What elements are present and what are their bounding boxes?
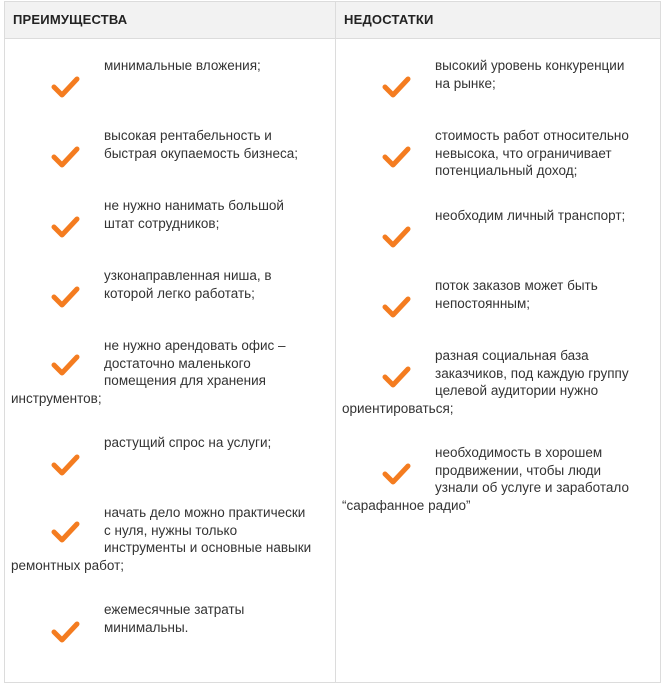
item-text-first-line: высокий уровень конкуренции xyxy=(435,58,625,73)
list-item xyxy=(336,127,661,207)
list-item xyxy=(336,444,661,524)
checkmark-icon xyxy=(381,144,411,170)
item-text-first-line: необходимость в хорошем xyxy=(435,445,603,460)
item-text-first-line: начать дело можно практически xyxy=(104,505,306,520)
item-text-last-line: ремонтных работ; xyxy=(11,557,124,573)
item-text-last-line: ориентироваться; xyxy=(342,400,454,416)
item-text-continuation: продвижении, чтобы люди узнали об услуге и заработало xyxy=(435,462,629,495)
item-text-last-line: инструментов; xyxy=(11,390,102,406)
checkmark-icon xyxy=(50,519,80,545)
list-item xyxy=(336,57,661,137)
checkmark-icon xyxy=(381,364,411,390)
checkmark-icon xyxy=(50,144,80,170)
list-item xyxy=(5,601,335,681)
item-text-last-line: “сарафанное радио” xyxy=(342,497,471,513)
comparison-table xyxy=(4,1,661,683)
item-text-continuation: на рынке; xyxy=(435,75,496,91)
list-item xyxy=(336,347,661,427)
item-text-first-line: не нужно нанимать большой xyxy=(104,198,284,213)
list-item xyxy=(5,337,335,417)
item-text-continuation: достаточно маленького помещения для хранения xyxy=(104,355,266,388)
item-text-first-line: стоимость работ относительно xyxy=(435,128,629,143)
checkmark-icon xyxy=(50,619,80,645)
item-text-first-line: узконаправленная ниша, в xyxy=(104,268,272,283)
pros-header: ПРЕИМУЩЕСТВА xyxy=(13,12,128,27)
list-item xyxy=(336,277,661,357)
item-text-first-line: минимальные вложения; xyxy=(104,58,261,73)
checkmark-icon xyxy=(381,74,411,100)
checkmark-icon xyxy=(50,214,80,240)
checkmark-icon xyxy=(381,461,411,487)
item-text-continuation: непостоянным; xyxy=(435,295,531,311)
item-text-continuation: невысока, что ограничивает потенциальный доход; xyxy=(435,145,612,178)
item-text-continuation: минимальны. xyxy=(104,619,189,635)
cons-header: НЕДОСТАТКИ xyxy=(344,12,434,27)
checkmark-icon xyxy=(50,74,80,100)
item-text-first-line: растущий спрос на услуги; xyxy=(104,435,272,450)
list-item xyxy=(5,57,335,137)
list-item xyxy=(5,197,335,277)
list-item xyxy=(336,207,661,287)
checkmark-icon xyxy=(381,224,411,250)
item-text-first-line: высокая рентабельность и xyxy=(104,128,272,143)
item-text-continuation: которой легко работать; xyxy=(104,285,255,301)
list-item xyxy=(5,434,335,514)
item-text-continuation: штат сотрудников; xyxy=(104,215,220,231)
item-text-first-line: необходим личный транспорт; xyxy=(435,208,626,223)
list-item xyxy=(5,504,335,584)
item-text-continuation: быстрая окупаемость бизнеса; xyxy=(104,145,299,161)
checkmark-icon xyxy=(50,452,80,478)
item-text-first-line: поток заказов может быть xyxy=(435,278,598,293)
item-text-first-line: не нужно арендовать офис – xyxy=(104,338,286,353)
item-text-continuation: заказчиков, под каждую группу целевой аудитории нужно xyxy=(435,365,629,398)
checkmark-icon xyxy=(381,294,411,320)
table-header xyxy=(5,2,660,39)
list-item xyxy=(5,267,335,347)
checkmark-icon xyxy=(50,284,80,310)
checkmark-icon xyxy=(50,352,80,378)
item-text-first-line: ежемесячные затраты xyxy=(104,602,245,617)
item-text-first-line: разная социальная база xyxy=(435,348,589,363)
list-item xyxy=(5,127,335,207)
item-text-continuation: с нуля, нужны только инструменты и основные навыки xyxy=(104,522,312,555)
